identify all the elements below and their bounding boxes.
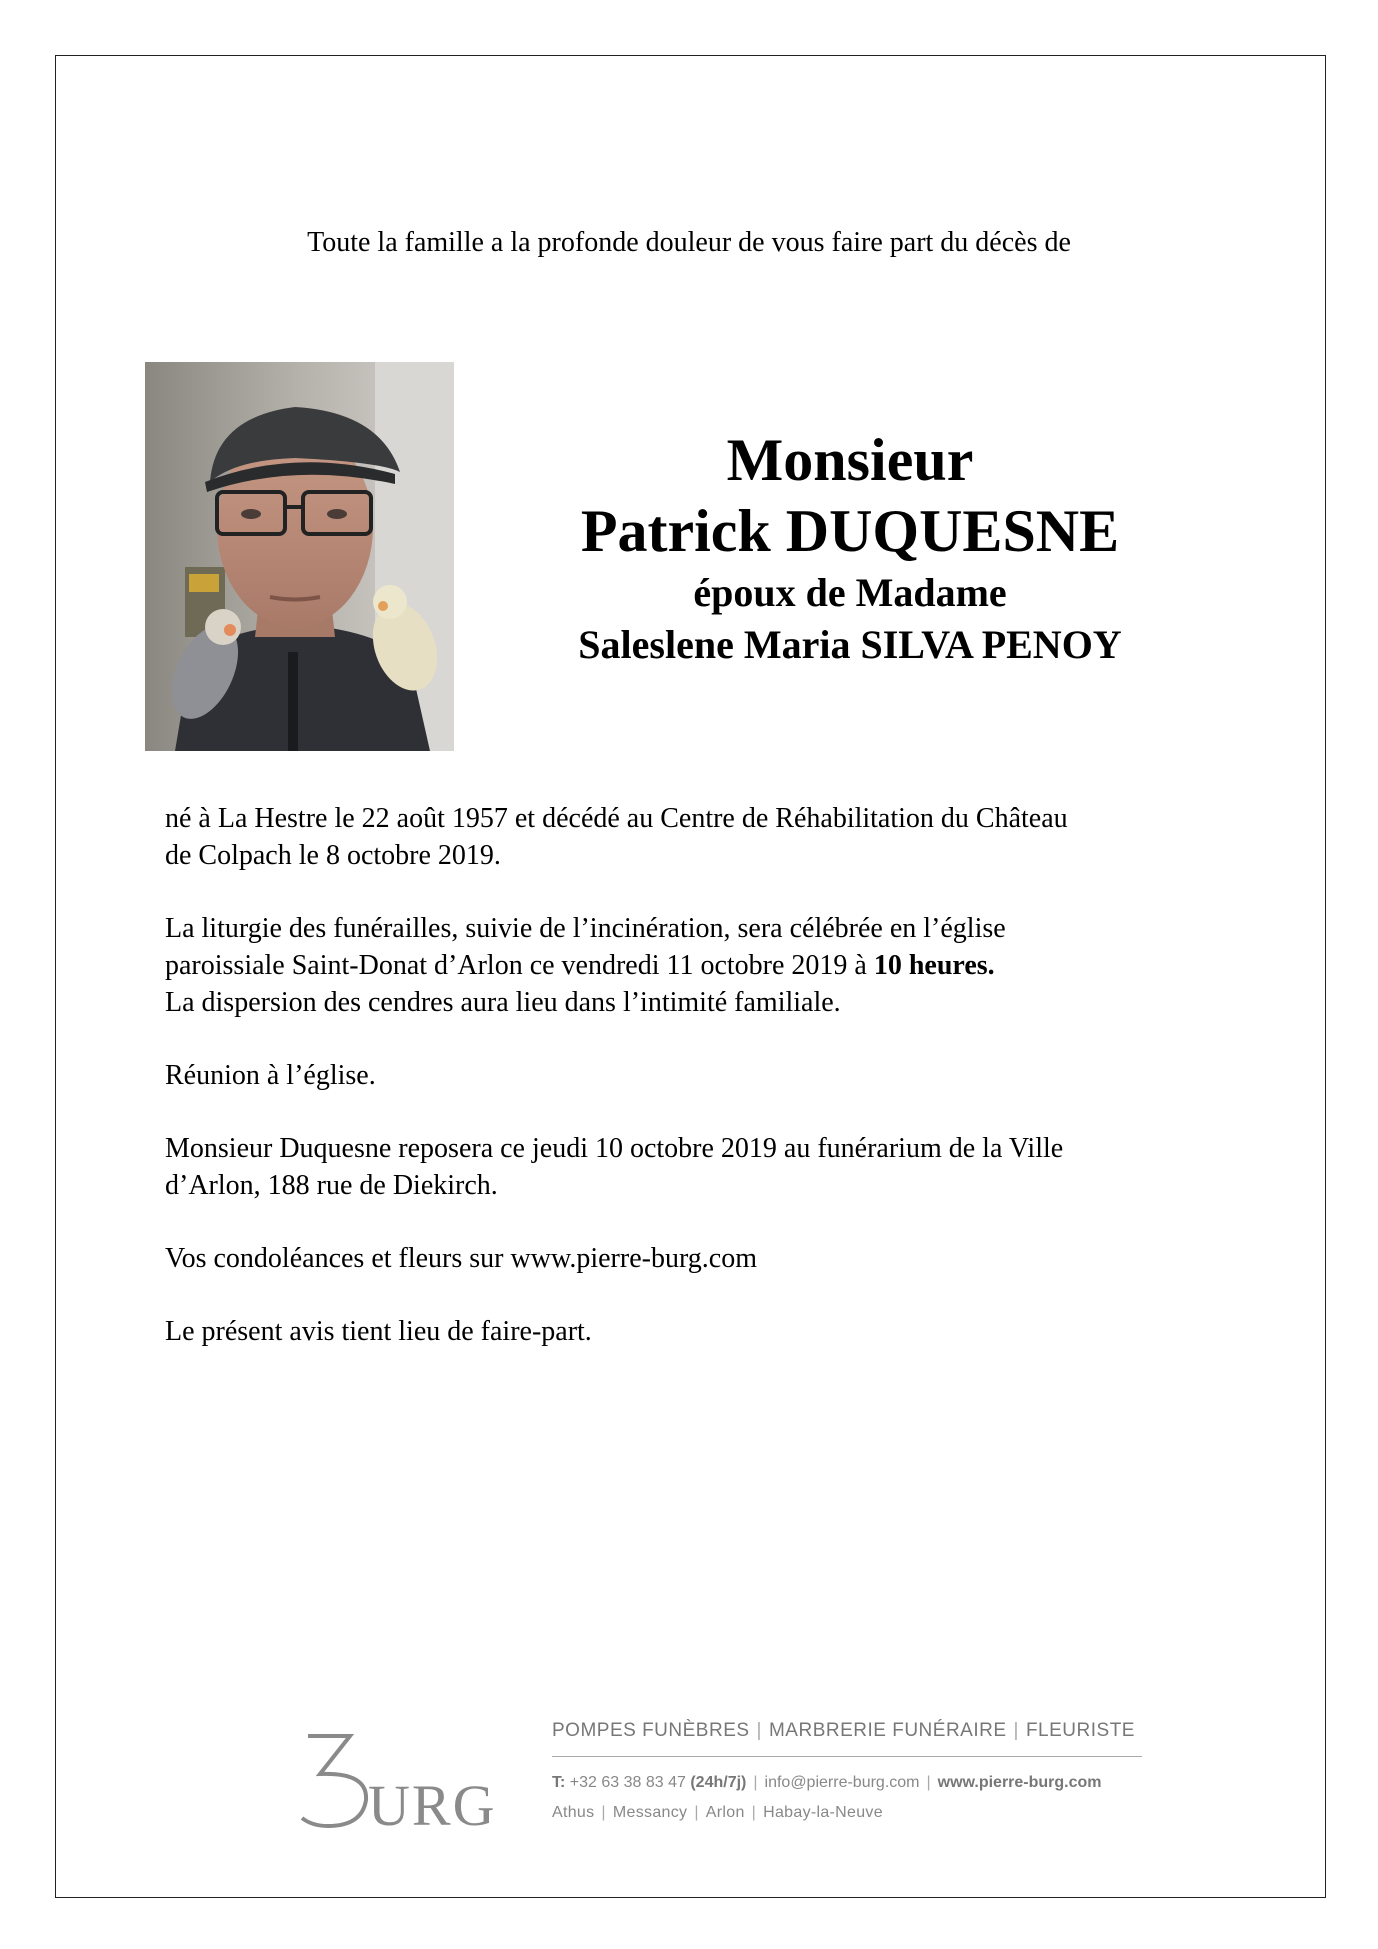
contact-line: T: +32 63 38 83 47 (24h/7j) | info@pierre-burg.com | www.pierre-burg.com: [552, 1774, 1102, 1791]
footer-divider: [552, 1756, 1142, 1757]
services-line: POMPES FUNÈBRES | MARBRERIE FUNÉRAIRE | FLEURISTE: [552, 1720, 1135, 1741]
deceased-heading: [500, 425, 1200, 671]
liturgy-line-3: La dispersion des cendres aura lieu dans l’intimité familiale.: [165, 987, 841, 1018]
website-link[interactable]: www.pierre-burg.com: [937, 1774, 1102, 1791]
reunion-paragraph: Réunion à l’église.: [165, 1060, 376, 1091]
intro-text: Toute la famille a la profonde douleur de vous faire part du décès de: [307, 227, 1071, 258]
footer: [0, 1700, 1378, 1850]
notice-paragraph: Le présent avis tient lieu de faire-part.: [165, 1316, 592, 1347]
svg-text:URG: URG: [368, 1773, 497, 1832]
rest-line-2: d’Arlon, 188 rue de Diekirch.: [165, 1170, 498, 1201]
phone-label: T:: [552, 1774, 566, 1791]
service-funeral: POMPES FUNÈBRES: [552, 1720, 750, 1741]
spouse-line-2: Saleslene Maria SILVA PENOY: [578, 622, 1122, 667]
phone-hours: (24h/7j): [690, 1774, 747, 1791]
town-messancy: Messancy: [612, 1804, 688, 1821]
portrait-photo: [145, 362, 454, 751]
burg-logo: [298, 1722, 498, 1832]
phone-number[interactable]: +32 63 38 83 47: [569, 1774, 686, 1791]
towns-line: Athus | Messancy | Arlon | Habay-la-Neuve: [552, 1804, 883, 1821]
town-habay: Habay-la-Neuve: [763, 1804, 883, 1821]
liturgy-paragraph: [165, 910, 1225, 1021]
birth-line-1: né à La Hestre le 22 août 1957 et décédé au Centre de Réhabilitation du Château: [165, 803, 1068, 834]
deceased-name: Patrick DUQUESNE: [580, 498, 1120, 564]
liturgy-line-2: paroissiale Saint-Donat d’Arlon ce vendredi 11 octobre 2019 à: [165, 950, 874, 981]
spouse-line-1: époux de Madame: [693, 570, 1007, 615]
birth-line-2: de Colpach le 8 octobre 2019.: [165, 840, 501, 871]
honorific: Monsieur: [726, 427, 974, 493]
email-link[interactable]: info@pierre-burg.com: [764, 1774, 920, 1791]
condolences-paragraph: Vos condoléances et fleurs sur www.pierre-burg.com: [165, 1243, 757, 1274]
service-florist: FLEURISTE: [1025, 1720, 1135, 1741]
town-arlon: Arlon: [705, 1804, 745, 1821]
service-marble: MARBRERIE FUNÉRAIRE: [768, 1720, 1007, 1741]
notice-body: [165, 800, 1225, 1386]
birth-death-paragraph: [165, 800, 1225, 874]
liturgy-time: 10 heures.: [873, 950, 995, 981]
liturgy-line-1: La liturgie des funérailles, suivie de l’incinération, sera célébrée en l’église: [165, 913, 1006, 944]
town-athus: Athus: [552, 1804, 595, 1821]
rest-paragraph: [165, 1130, 1225, 1204]
rest-line-1: Monsieur Duquesne reposera ce jeudi 10 octobre 2019 au funérarium de la Ville: [165, 1133, 1064, 1164]
